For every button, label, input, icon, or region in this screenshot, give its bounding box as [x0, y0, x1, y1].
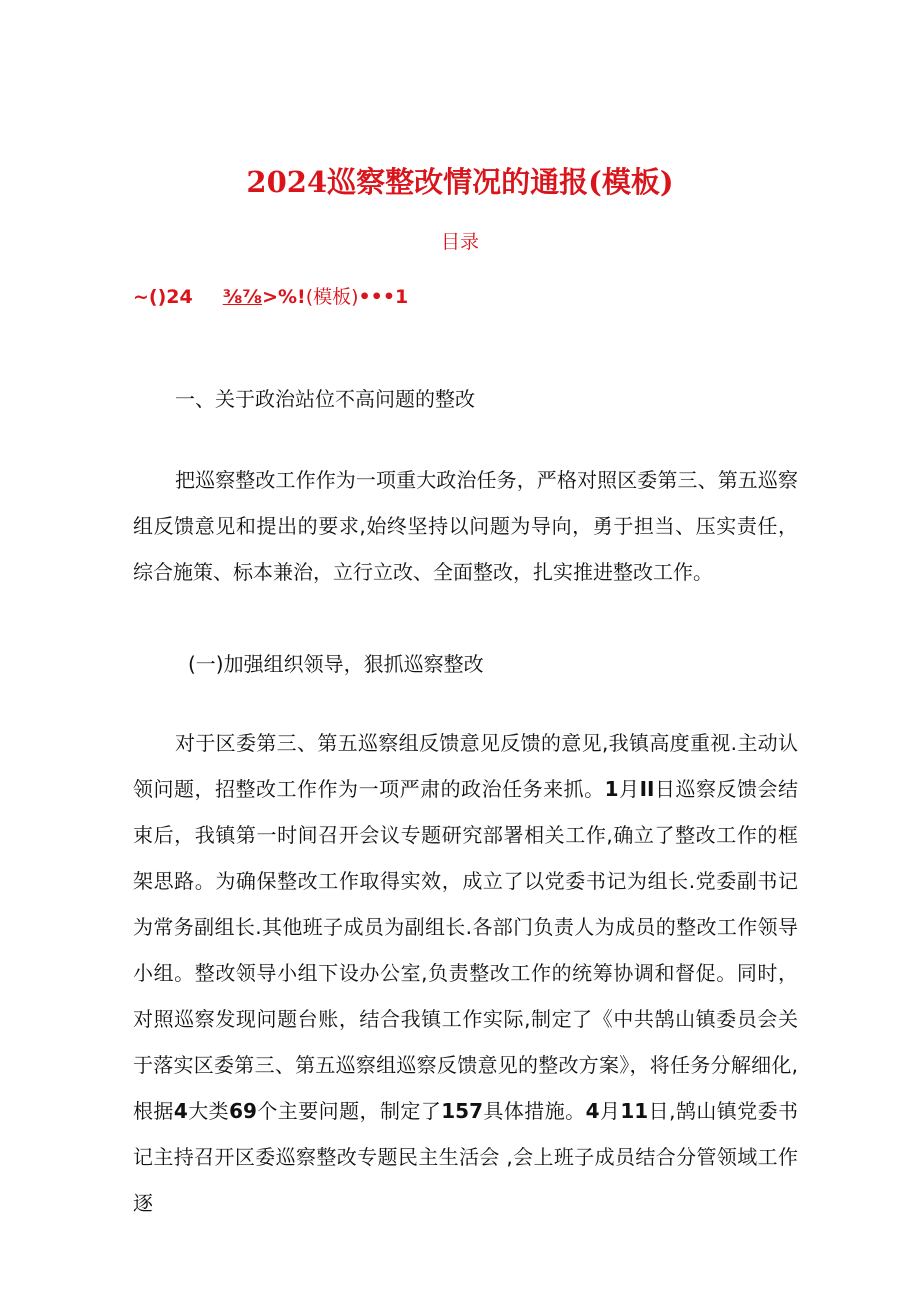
toc-entry[interactable]	[133, 282, 408, 309]
date1-day: II	[639, 777, 655, 801]
paragraph-2-part2: 日巡察反馈会结束后，我镇第一时间召开会议专题研究部署相关工作,确立了整改工作的框架思路。为确保整改工作取得实效，成立了以党委书记为组长.党委副书记为常务副组长.其他班子成员为副组长.各部门负责人为成员的整改工作领导小组。整改领导小组下设办公室,负责整改工作的统筹协调和督促。同时，对照巡察发现问题台账，结合我镇工作实际,制定了《中共鹄山镇委员会关于落实区委第三、第五巡察组巡察反馈意见的整改方案》，将任务分解细化,根据	[133, 777, 799, 1123]
date2-month: 4	[585, 1099, 600, 1123]
paragraph-2-part5: 具体措施。	[483, 1099, 586, 1123]
month-char-2: 月	[599, 1099, 621, 1123]
subsection-heading-1: (一)加强组织领导，狠抓巡察整改	[188, 652, 484, 676]
toc-entry-suffix: >%!	[262, 286, 306, 308]
section-heading-1: 一、关于政治站位不高问题的整改	[175, 387, 475, 411]
date2-day: 11	[620, 1099, 649, 1123]
paragraph-2-text	[133, 720, 798, 1226]
toc-heading: 目录	[440, 231, 479, 253]
count-measures: 157	[441, 1099, 483, 1123]
toc-entry-prefix: ~()24	[133, 286, 193, 308]
paragraph-2-part1: 对于区委第三、第五巡察组反馈意见反馈的意见,我镇高度重视.主动认领问题，招整改工作作为一项严肃的政治任务来抓。	[133, 731, 798, 801]
toc-entry-page: •••1	[358, 286, 409, 308]
paragraph-2-part3: 大类	[187, 1099, 230, 1123]
toc-entry-garbled: ⅜⅞	[222, 286, 263, 308]
paragraph-1-text: 把巡察整改工作作为一项重大政治任务，严格对照区委第三、第五巡察组反馈意见和提出的要求,始终坚持以问题为导向，勇于担当、压实责任，综合施策、标本兼治，立行立改、全面整改，扎实推进整改工作。	[133, 468, 798, 584]
document-title: 2024巡察整改情况的通报(模板)	[246, 165, 674, 199]
paragraph-1	[133, 457, 798, 595]
count-categories: 4	[173, 1099, 188, 1123]
paragraph-2-part4: 个主要问题，制定了	[256, 1099, 442, 1123]
paragraph-2-part6: 日,鹄山镇党委书记主持召开区委巡察整改专题民主生活会 ,会上班子成员结合分管领域工作逐	[133, 1099, 799, 1215]
count-problems: 69	[229, 1099, 257, 1123]
date1-month: 1	[604, 777, 619, 801]
toc-entry-template: (模板)	[305, 286, 359, 308]
paragraph-2	[133, 720, 798, 1226]
month-char-1: 月	[618, 777, 640, 801]
